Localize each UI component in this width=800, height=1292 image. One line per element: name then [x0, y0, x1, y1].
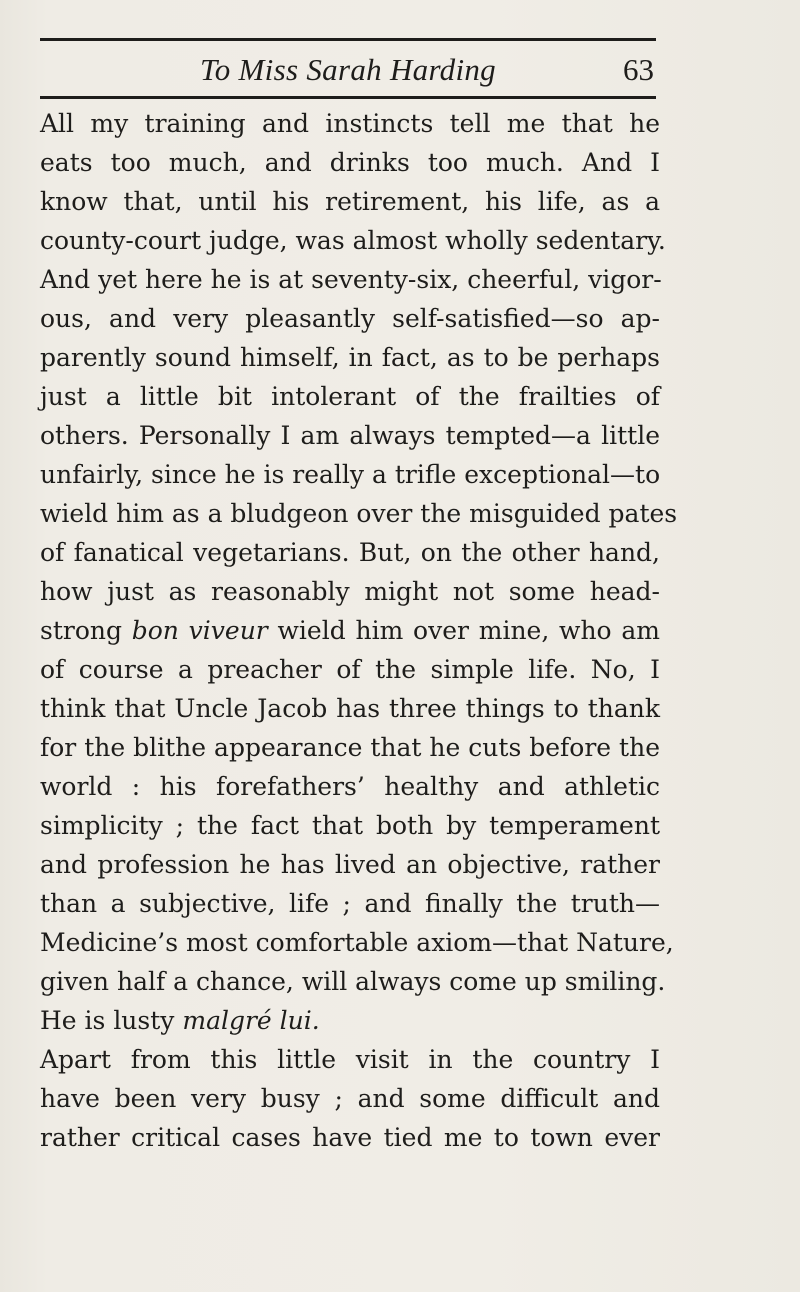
text-line: [40, 377, 660, 416]
header-rule-bottom: [40, 96, 656, 99]
text-segment: strong: [40, 616, 132, 645]
text-line: [40, 923, 674, 962]
italic-phrase: bon viveur: [131, 616, 268, 645]
text-line: [40, 884, 660, 923]
text-segment: All my training and instincts tell me that he: [40, 109, 660, 138]
text-segment: county-court judge, was almost wholly sedentary.: [40, 226, 666, 255]
text-segment: others. Personally I am always tempted—a little: [40, 421, 660, 450]
text-segment: of course a preacher of the simple life. No, I: [40, 655, 660, 684]
text-segment: wield him as a bludgeon over the misguided pates: [40, 499, 678, 528]
text-segment: for the blithe appearance that he cuts before the: [40, 733, 660, 762]
text-segment: wield him over mine, who am: [267, 616, 660, 645]
text-line: [40, 650, 660, 689]
text-line: [40, 962, 666, 1001]
text-segment: than a subjective, life ; and finally the truth—: [40, 889, 660, 918]
text-line: [40, 572, 660, 611]
text-line: [40, 494, 678, 533]
text-segment: parently sound himself, in fact, as to be perhaps: [40, 343, 660, 372]
text-line: [40, 455, 660, 494]
text-line: [40, 260, 660, 299]
text-segment: world : his forefathers’ healthy and athletic: [40, 772, 660, 801]
text-segment: just a little bit intolerant of the frailties of: [40, 382, 660, 411]
text-line: [40, 533, 660, 572]
text-line: [40, 1079, 660, 1118]
running-head: [40, 48, 656, 92]
text-line: [40, 1118, 660, 1157]
text-line: [40, 299, 660, 338]
text-line: [40, 338, 660, 377]
body-text: [40, 104, 678, 1157]
text-segment: simplicity ; the fact that both by temperament: [40, 811, 660, 840]
text-segment: have been very busy ; and some difficult and: [40, 1084, 660, 1113]
text-segment: given half a chance, will always come up smiling.: [40, 967, 666, 996]
page-number: 63: [623, 52, 654, 87]
text-line: [40, 806, 660, 845]
text-line: [40, 689, 660, 728]
italic-phrase: malgré lui.: [182, 1006, 320, 1035]
text-segment: know that, until his retirement, his life, as a: [40, 187, 660, 216]
text-line: [40, 104, 660, 143]
text-segment: unfairly, since he is really a trifle exceptional—to: [40, 460, 661, 489]
text-line: [40, 143, 660, 182]
header-rule-top: [40, 38, 656, 41]
running-title: To Miss Sarah Harding: [200, 52, 496, 87]
text-line: [40, 767, 660, 806]
text-segment: Apart from this little visit in the country I: [40, 1045, 660, 1074]
text-segment: eats too much, and drinks too much. And I: [40, 148, 660, 177]
text-line: [40, 611, 660, 650]
text-line: [40, 845, 660, 884]
text-segment: think that Uncle Jacob has three things to thank: [40, 694, 660, 723]
text-line: [40, 1040, 660, 1079]
text-line: [40, 221, 666, 260]
text-segment: of fanatical vegetarians. But, on the other hand,: [40, 538, 660, 567]
text-segment: rather critical cases have tied me to town ever: [40, 1123, 660, 1152]
text-segment: And yet here he is at seventy-six, cheerful, vigor-: [40, 265, 662, 294]
text-line: [40, 416, 660, 455]
text-line: [40, 1001, 660, 1040]
text-segment: He is lusty: [40, 1006, 183, 1035]
text-segment: Medicine’s most comfortable axiom—that Nature,: [40, 928, 674, 957]
text-line: [40, 182, 660, 221]
text-segment: how just as reasonably might not some head-: [40, 577, 660, 606]
text-line: [40, 728, 660, 767]
text-segment: ous, and very pleasantly self-satisfied—so ap-: [40, 304, 660, 333]
text-segment: and profession he has lived an objective, rather: [40, 850, 660, 879]
